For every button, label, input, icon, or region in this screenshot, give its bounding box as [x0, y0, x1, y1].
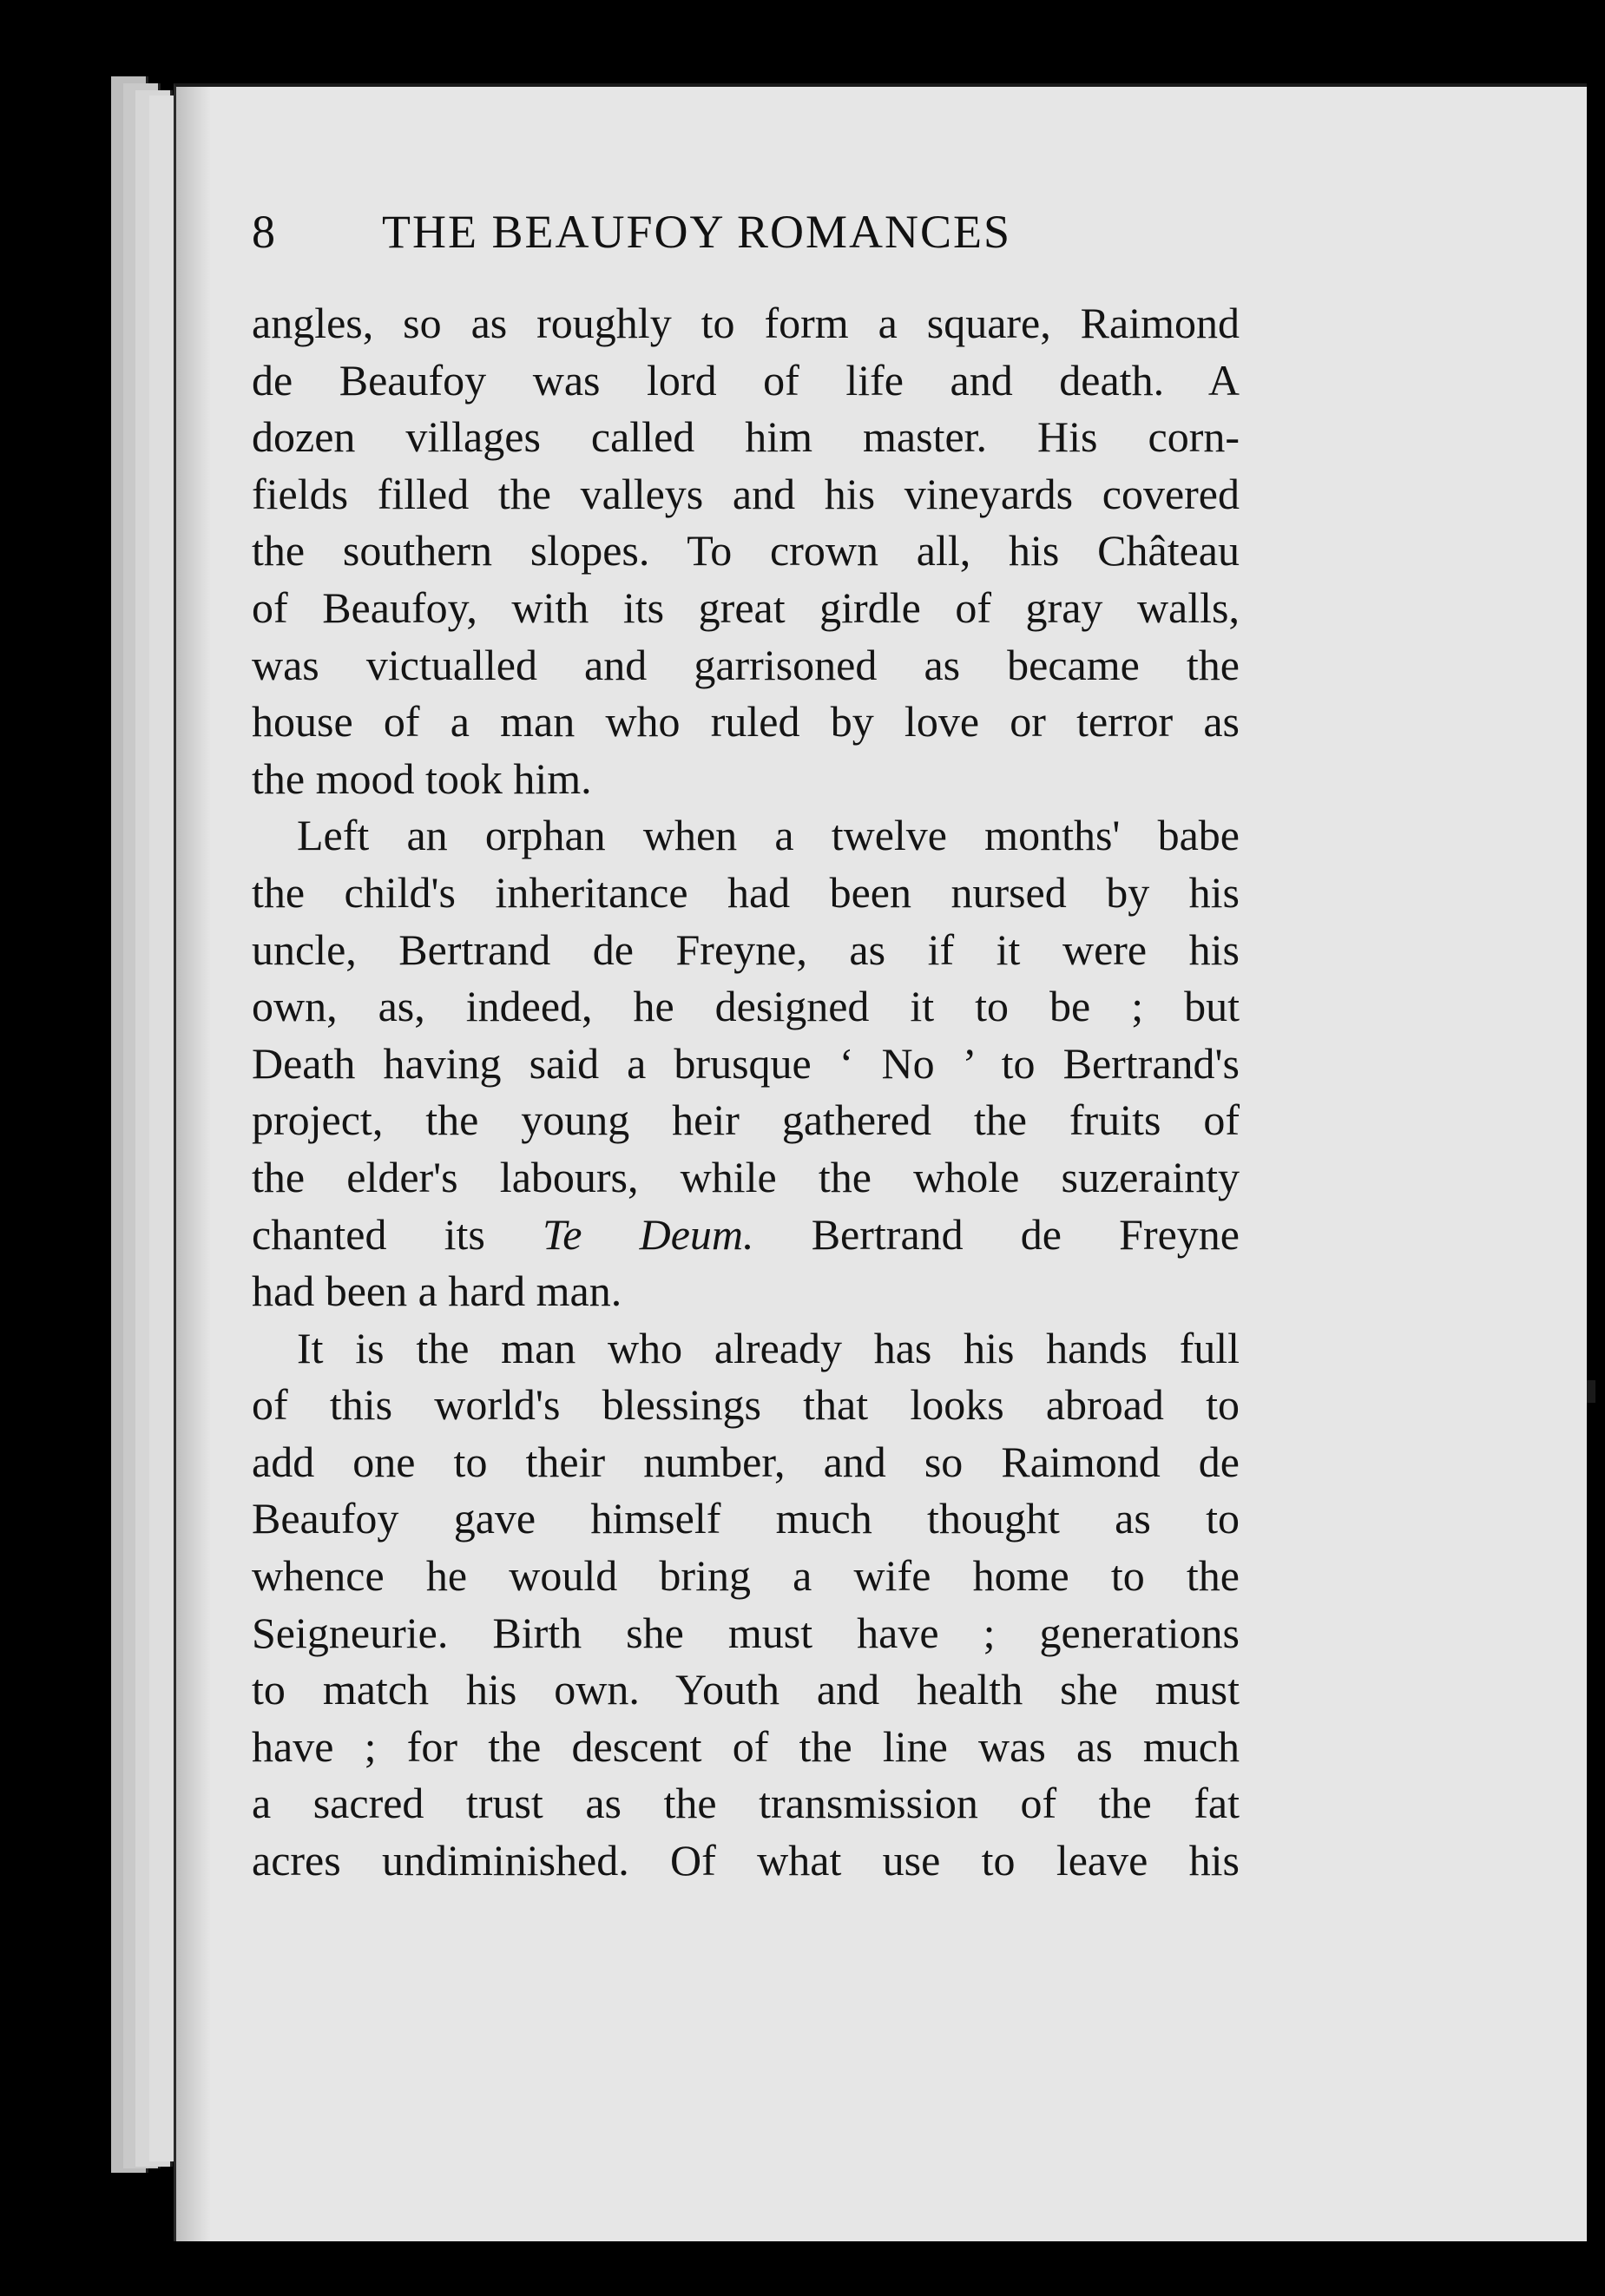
text-line: project, the young heir gathered the fruits of — [252, 1095, 1240, 1145]
text-line-with-italic — [252, 1207, 1240, 1264]
text-line: de Beaufoy was lord of life and death. A — [252, 355, 1240, 405]
text-line: Left an orphan when a twelve months' babe — [297, 811, 1240, 860]
text-line: Death having said a brusque ‘ No ’ to Bertrand's — [252, 1038, 1240, 1088]
text-line: Seigneurie. Birth she must have ; generations — [252, 1608, 1240, 1657]
text-line: uncle, Bertrand de Freyne, as if it were his — [252, 924, 1240, 974]
text-line: dozen villages called him master. His corn- — [252, 412, 1240, 462]
text-line: whence he would bring a wife home to the — [252, 1551, 1240, 1601]
page-number: 8 — [252, 206, 275, 258]
text-line: acres undiminished. Of what use to leave his — [252, 1836, 1240, 1885]
text-run: Bertrand de Freyne — [811, 1209, 1240, 1259]
edge-mark — [1587, 1380, 1595, 1403]
text-line: the southern slopes. To crown all, his Château — [252, 526, 1240, 576]
text-line: own, as, indeed, he designed it to be ; but — [252, 982, 1240, 1031]
text-line: house of a man who ruled by love or terror as — [252, 697, 1240, 747]
text-line: the mood took him. — [252, 753, 592, 803]
italic-title: Te Deum. — [543, 1209, 754, 1259]
text-line: the elder's labours, while the whole suzerainty — [252, 1152, 1240, 1201]
gutter-shadow — [176, 87, 211, 2241]
page-header — [252, 193, 1240, 271]
text-line: to match his own. Youth and health she must — [252, 1665, 1240, 1714]
running-head: THE BEAUFOY ROMANCES — [382, 206, 1012, 258]
text-line: angles, so as roughly to form a square, Raimond — [252, 299, 1240, 347]
text-line: add one to their number, and so Raimond de — [252, 1437, 1240, 1486]
text-line: a sacred trust as the transmission of the fat — [252, 1779, 1240, 1828]
text-run: chanted its — [252, 1209, 485, 1259]
text-line: Beaufoy gave himself much thought as to — [252, 1494, 1240, 1543]
text-line: fields filled the valleys and his vineyards covered — [252, 469, 1240, 518]
text-line: It is the man who already has his hands full — [297, 1323, 1240, 1372]
text-line: have ; for the descent of the line was as much — [252, 1721, 1240, 1771]
text-line: had been a hard man. — [252, 1266, 622, 1316]
text-line: of Beaufoy, with its great girdle of gray walls, — [252, 582, 1240, 632]
body-text — [252, 295, 1240, 1890]
text-line: of this world's blessings that looks abroad to — [252, 1380, 1240, 1430]
text-line: the child's inheritance had been nursed by his — [252, 867, 1240, 917]
text-line: was victualled and garrisoned as became the — [252, 640, 1240, 689]
